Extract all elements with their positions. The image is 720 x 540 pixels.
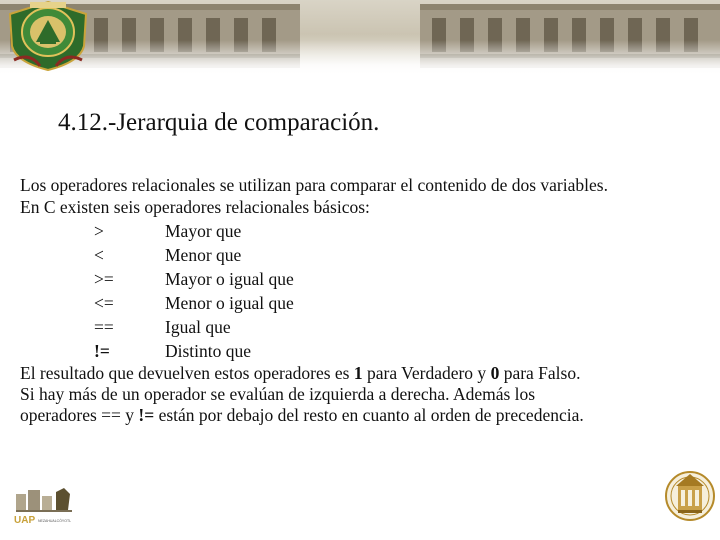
operator-row xyxy=(20,339,710,363)
operator-meaning: Distinto que xyxy=(165,341,252,361)
operator-symbol: == xyxy=(94,317,114,337)
operator-meaning: Menor o igual que xyxy=(165,293,294,313)
uap-logo-text: UAP xyxy=(14,515,36,526)
uap-logo xyxy=(12,484,82,526)
precedence-line-2 xyxy=(20,405,710,426)
header-banner xyxy=(0,0,720,76)
false-value: 0 xyxy=(490,363,500,383)
intro-line-2: En C existen seis operadores relacionales básicos: xyxy=(20,197,370,217)
result-text: para Falso. xyxy=(499,363,581,383)
operator-meaning: Mayor que xyxy=(165,221,242,241)
precedence-text: operadores == y xyxy=(20,405,139,425)
operator-row xyxy=(20,243,710,267)
operator-meaning: Menor que xyxy=(165,245,242,265)
slide-body xyxy=(20,173,710,426)
result-line xyxy=(20,363,710,384)
true-value: 1 xyxy=(353,363,363,383)
result-text: El resultado que devuelven estos operadores es xyxy=(20,363,354,383)
not-equal-operator: != xyxy=(138,405,155,425)
operator-row xyxy=(20,219,710,243)
operator-symbol: >= xyxy=(94,269,114,289)
precedence-line-1: Si hay más de un operador se evalúan de izquierda a derecha. Además los xyxy=(20,384,536,404)
operator-symbol: <= xyxy=(94,293,114,313)
university-crest-logo xyxy=(0,0,96,72)
svg-text:NEZAHUALCÓYOTL: NEZAHUALCÓYOTL xyxy=(38,519,72,523)
operator-meaning: Igual que xyxy=(165,317,231,337)
intro-line-1: Los operadores relacionales se utilizan para comparar el contenido de dos variables. xyxy=(20,175,608,195)
operator-meaning: Mayor o igual que xyxy=(165,269,294,289)
operator-symbol: > xyxy=(94,221,104,241)
operator-symbol: < xyxy=(94,245,104,265)
operator-row xyxy=(20,291,710,315)
banner-fade xyxy=(0,40,720,76)
result-text: para Verdadero y xyxy=(362,363,491,383)
explanation-block xyxy=(20,363,710,426)
slide-title: 4.12.-Jerarquia de comparación. xyxy=(58,109,380,136)
operator-row xyxy=(20,315,710,339)
university-seal-logo xyxy=(664,462,716,530)
operator-row xyxy=(20,267,710,291)
operator-symbol: != xyxy=(94,341,110,361)
precedence-text: están por debajo del resto en cuanto al orden de precedencia. xyxy=(154,405,584,425)
